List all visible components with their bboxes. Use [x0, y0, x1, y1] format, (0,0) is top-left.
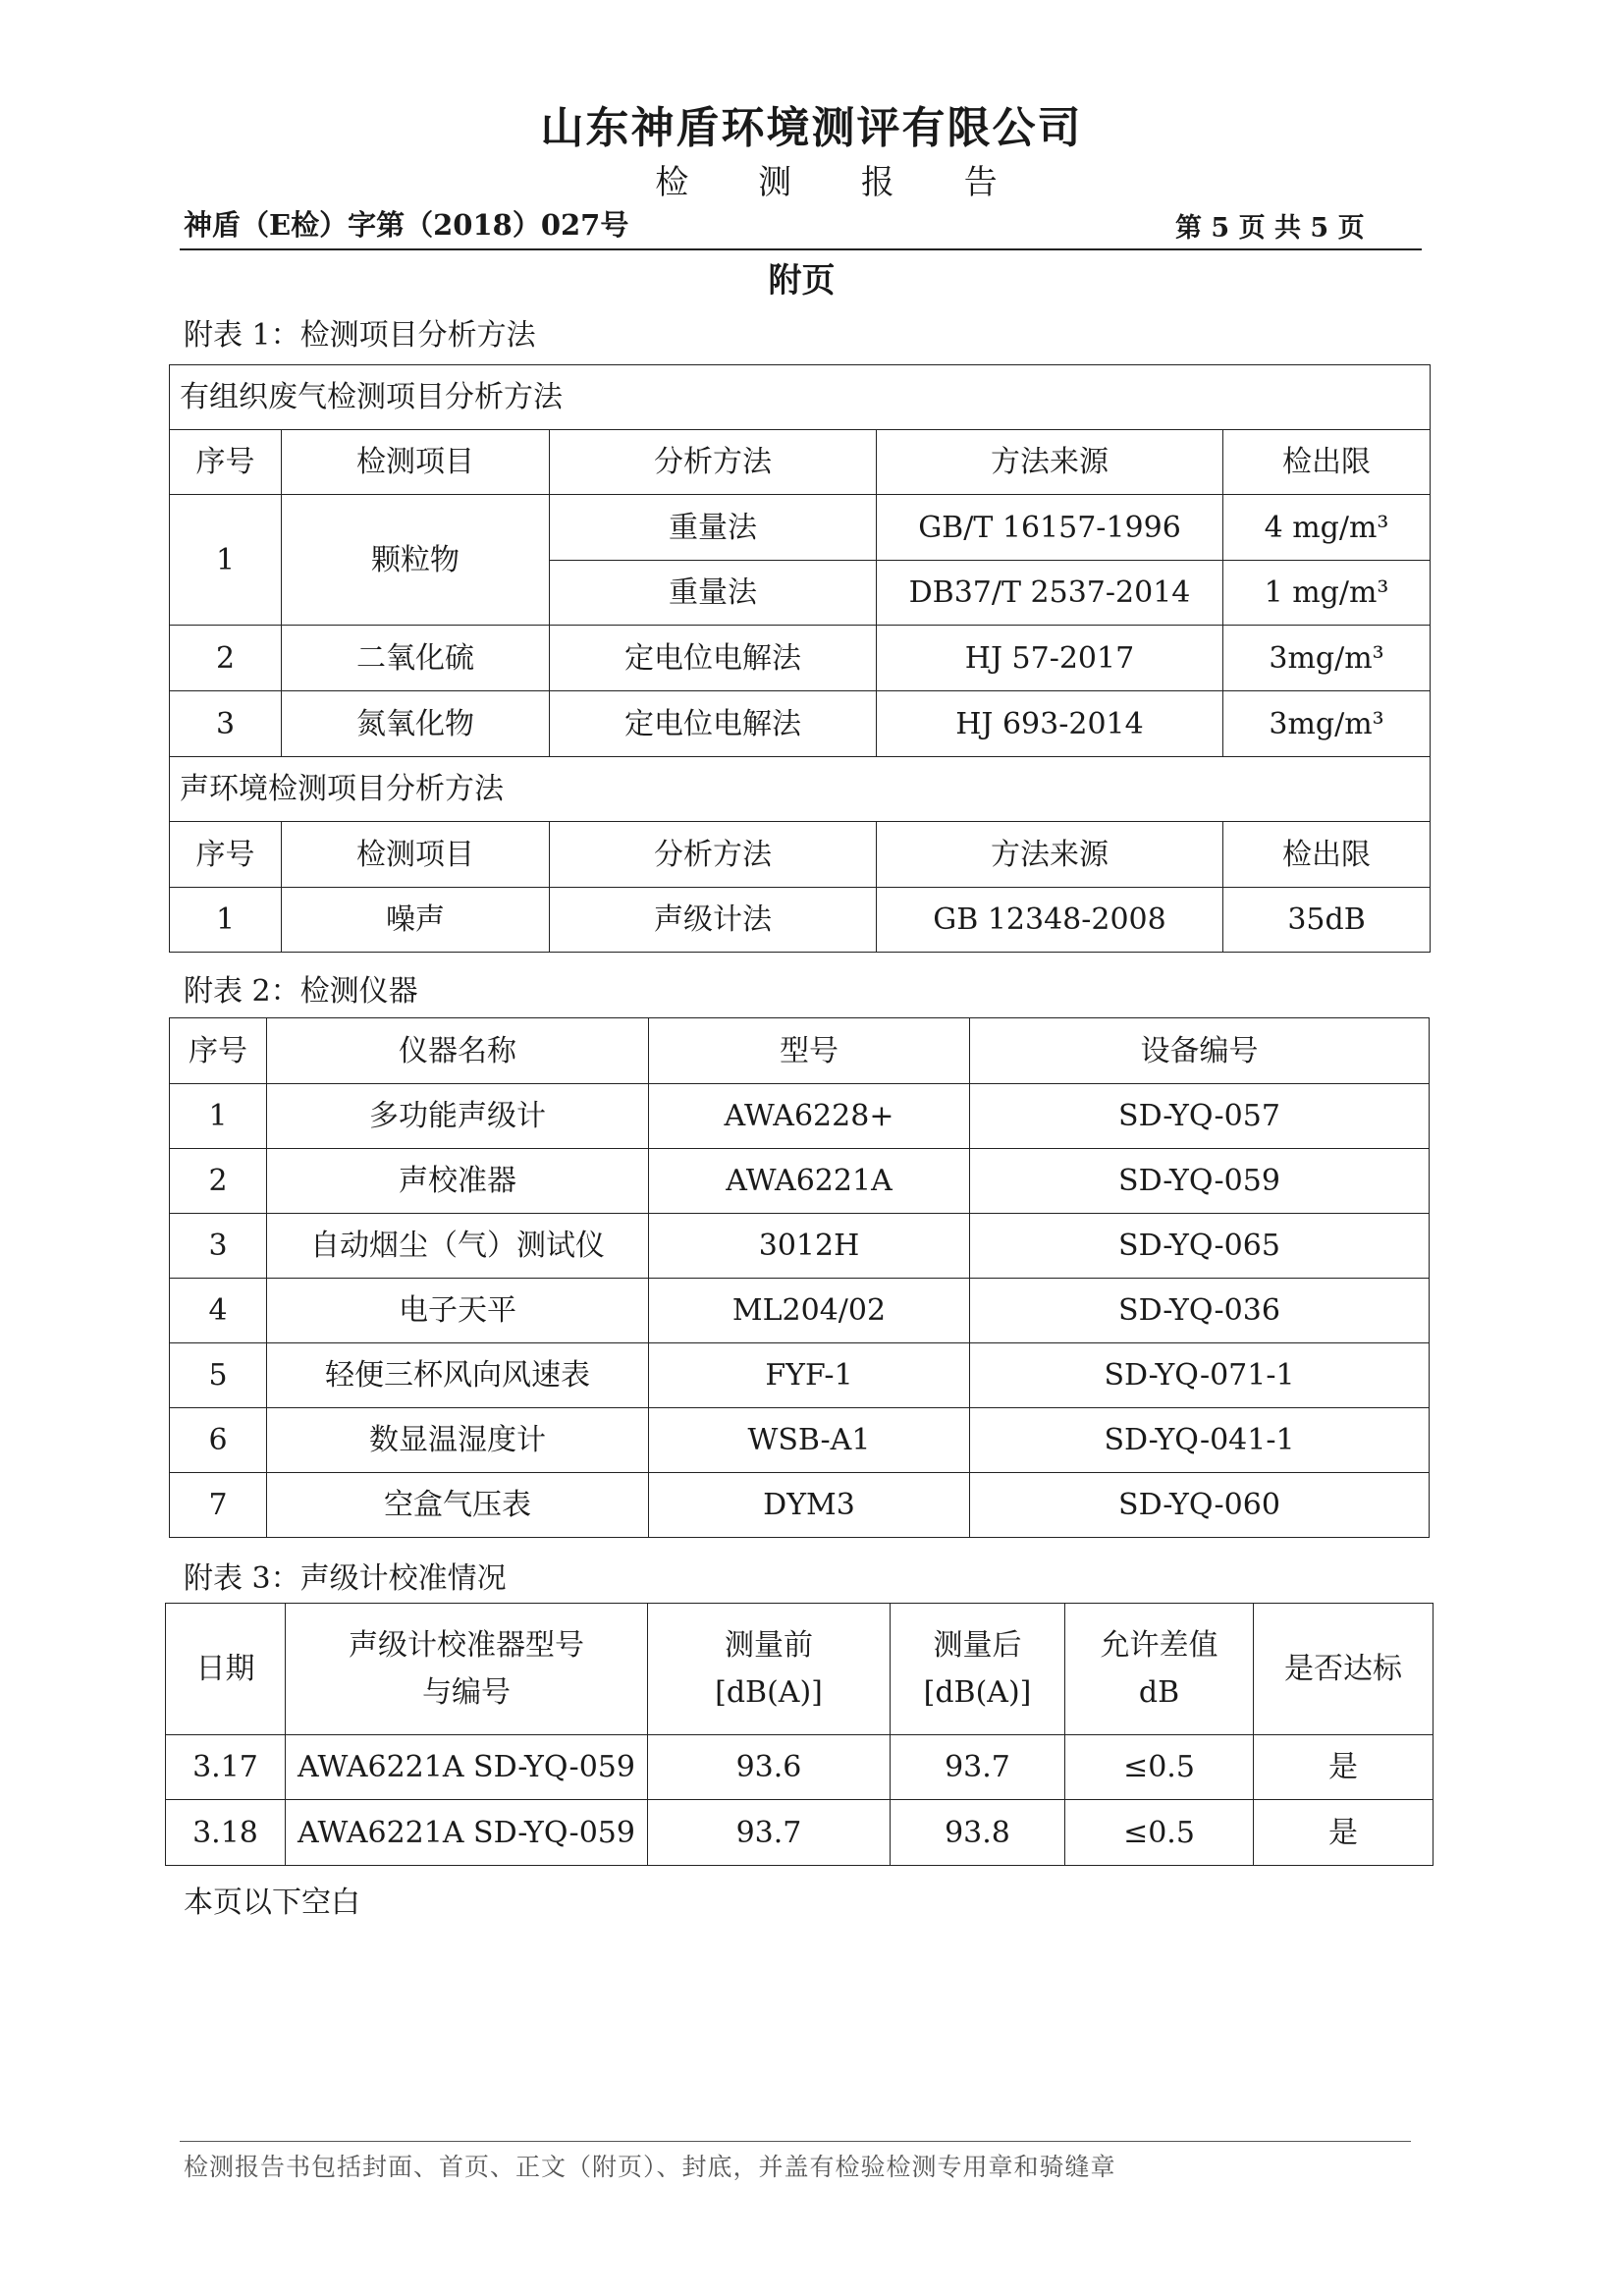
- cell-model: WSB-A1: [649, 1408, 970, 1473]
- page-indicator: 第 5 页 共 5 页: [1175, 213, 1365, 244]
- section-title-noise: 声环境检测项目分析方法: [170, 757, 1431, 822]
- cell-pass: 是: [1254, 1800, 1434, 1866]
- cell-no: 1: [170, 888, 282, 953]
- calibration-table: [165, 1603, 1434, 1866]
- column-header: 分析方法: [550, 430, 877, 495]
- table-row: [170, 1473, 1430, 1538]
- column-header: [648, 1604, 891, 1735]
- cell-source: GB 12348-2008: [877, 888, 1223, 953]
- cell-no: 5: [170, 1343, 267, 1408]
- footer-note: 检测报告书包括封面、首页、正文（附页）、封底，并盖有检验检测专用章和骑缝章: [184, 2153, 1116, 2181]
- cell-source: HJ 57-2017: [877, 626, 1223, 691]
- cell-model: FYF-1: [649, 1343, 970, 1408]
- table-header-row: [166, 1604, 1434, 1735]
- table-header-row: [170, 822, 1431, 888]
- cell-model: AWA6221A: [649, 1149, 970, 1214]
- footer-rule: [180, 2141, 1411, 2142]
- table-row: [166, 1800, 1434, 1866]
- cell-id: SD-YQ-041-1: [970, 1408, 1430, 1473]
- cell-id: SD-YQ-065: [970, 1214, 1430, 1279]
- column-header-line: [dB(A)]: [715, 1674, 823, 1710]
- cell-no: 4: [170, 1279, 267, 1343]
- column-header: 分析方法: [550, 822, 877, 888]
- table1-label: 附表 1：检测项目分析方法: [184, 318, 536, 353]
- instruments-table: [169, 1017, 1430, 1538]
- cell-after: 93.8: [891, 1800, 1065, 1866]
- cell-no: 3: [170, 691, 282, 757]
- cell-limit: 3mg/m³: [1223, 626, 1431, 691]
- section-title-exhaust: 有组织废气检测项目分析方法: [170, 365, 1431, 430]
- column-header: 序号: [170, 1018, 267, 1084]
- table2-label: 附表 2：检测仪器: [184, 974, 418, 1009]
- cell-pass: 是: [1254, 1735, 1434, 1800]
- table-row: [170, 1149, 1430, 1214]
- cell-limit: 1 mg/m³: [1223, 561, 1431, 626]
- cell-name: 多功能声级计: [267, 1084, 649, 1149]
- cell-tolerance: ≤0.5: [1065, 1800, 1254, 1866]
- cell-id: SD-YQ-057: [970, 1084, 1430, 1149]
- column-header: 是否达标: [1254, 1604, 1434, 1735]
- cell-name: 空盒气压表: [267, 1473, 649, 1538]
- cell-source: HJ 693-2014: [877, 691, 1223, 757]
- cell-tolerance: ≤0.5: [1065, 1735, 1254, 1800]
- cell-model: DYM3: [649, 1473, 970, 1538]
- cell-method: 定电位电解法: [550, 691, 877, 757]
- cell-before: 93.6: [648, 1735, 891, 1800]
- cell-no: 7: [170, 1473, 267, 1538]
- cell-no: 1: [170, 1084, 267, 1149]
- column-header-line: dB: [1138, 1674, 1180, 1710]
- cell-method: 声级计法: [550, 888, 877, 953]
- cell-limit: 3mg/m³: [1223, 691, 1431, 757]
- cell-no: 1: [170, 495, 282, 626]
- column-header-line: 声级计校准器型号: [349, 1627, 584, 1663]
- appendix-title: 附页: [768, 261, 836, 301]
- column-header: 序号: [170, 822, 282, 888]
- cell-source: DB37/T 2537-2014: [877, 561, 1223, 626]
- column-header: [286, 1604, 648, 1735]
- cell-id: SD-YQ-071-1: [970, 1343, 1430, 1408]
- column-header: 日期: [166, 1604, 286, 1735]
- column-header: 检测项目: [282, 430, 550, 495]
- cell-name: 电子天平: [267, 1279, 649, 1343]
- table-row: [170, 691, 1431, 757]
- table-header-row: [170, 1018, 1430, 1084]
- cell-date: 3.18: [166, 1800, 286, 1866]
- company-name: 山东神盾环境测评有限公司: [540, 103, 1083, 153]
- section-header-row: [170, 757, 1431, 822]
- column-header: 设备编号: [970, 1018, 1430, 1084]
- cell-id: SD-YQ-036: [970, 1279, 1430, 1343]
- cell-id: SD-YQ-060: [970, 1473, 1430, 1538]
- cell-model: 3012H: [649, 1214, 970, 1279]
- blank-note: 本页以下空白: [184, 1886, 360, 1920]
- table3-label: 附表 3：声级计校准情况: [184, 1561, 507, 1596]
- column-header-line: [dB(A)]: [923, 1674, 1032, 1710]
- cell-model: ML204/02: [649, 1279, 970, 1343]
- cell-item: 二氧化硫: [282, 626, 550, 691]
- table-row: [170, 1279, 1430, 1343]
- document-number: 神盾（E检）字第（2018）027号: [184, 208, 629, 242]
- cell-limit: 35dB: [1223, 888, 1431, 953]
- cell-calibrator: AWA6221A SD-YQ-059: [286, 1735, 648, 1800]
- cell-method: 定电位电解法: [550, 626, 877, 691]
- cell-method: 重量法: [550, 495, 877, 561]
- column-header: 方法来源: [877, 430, 1223, 495]
- table-row: [170, 1343, 1430, 1408]
- analysis-methods-table: [169, 364, 1431, 953]
- cell-name: 声校准器: [267, 1149, 649, 1214]
- cell-name: 数显温湿度计: [267, 1408, 649, 1473]
- column-header: 方法来源: [877, 822, 1223, 888]
- column-header-line: 允许差值: [1100, 1627, 1218, 1663]
- column-header: 仪器名称: [267, 1018, 649, 1084]
- column-header: 型号: [649, 1018, 970, 1084]
- table-header-row: [170, 430, 1431, 495]
- cell-no: 2: [170, 626, 282, 691]
- table-row: [170, 626, 1431, 691]
- column-header: 检出限: [1223, 430, 1431, 495]
- cell-name: 轻便三杯风向风速表: [267, 1343, 649, 1408]
- cell-method: 重量法: [550, 561, 877, 626]
- cell-source: GB/T 16157-1996: [877, 495, 1223, 561]
- column-header: 序号: [170, 430, 282, 495]
- cell-no: 2: [170, 1149, 267, 1214]
- header-rule: [180, 248, 1422, 250]
- cell-limit: 4 mg/m³: [1223, 495, 1431, 561]
- column-header: 检测项目: [282, 822, 550, 888]
- cell-id: SD-YQ-059: [970, 1149, 1430, 1214]
- table-row: [170, 888, 1431, 953]
- column-header-line: 测量前: [725, 1627, 813, 1663]
- report-title: 检 测 报 告: [655, 163, 1027, 202]
- table-row: [170, 1084, 1430, 1149]
- cell-after: 93.7: [891, 1735, 1065, 1800]
- table-row: [170, 1408, 1430, 1473]
- column-header-line: 与编号: [422, 1674, 511, 1710]
- cell-model: AWA6228+: [649, 1084, 970, 1149]
- cell-item: 颗粒物: [282, 495, 550, 626]
- cell-name: 自动烟尘（气）测试仪: [267, 1214, 649, 1279]
- table-row: [170, 495, 1431, 561]
- column-header: [1065, 1604, 1254, 1735]
- cell-calibrator: AWA6221A SD-YQ-059: [286, 1800, 648, 1866]
- column-header: 检出限: [1223, 822, 1431, 888]
- cell-date: 3.17: [166, 1735, 286, 1800]
- section-header-row: [170, 365, 1431, 430]
- column-header-line: 测量后: [933, 1627, 1022, 1663]
- cell-item: 氮氧化物: [282, 691, 550, 757]
- cell-item: 噪声: [282, 888, 550, 953]
- cell-no: 3: [170, 1214, 267, 1279]
- table-row: [170, 1214, 1430, 1279]
- cell-before: 93.7: [648, 1800, 891, 1866]
- column-header: [891, 1604, 1065, 1735]
- cell-no: 6: [170, 1408, 267, 1473]
- table-row: [166, 1735, 1434, 1800]
